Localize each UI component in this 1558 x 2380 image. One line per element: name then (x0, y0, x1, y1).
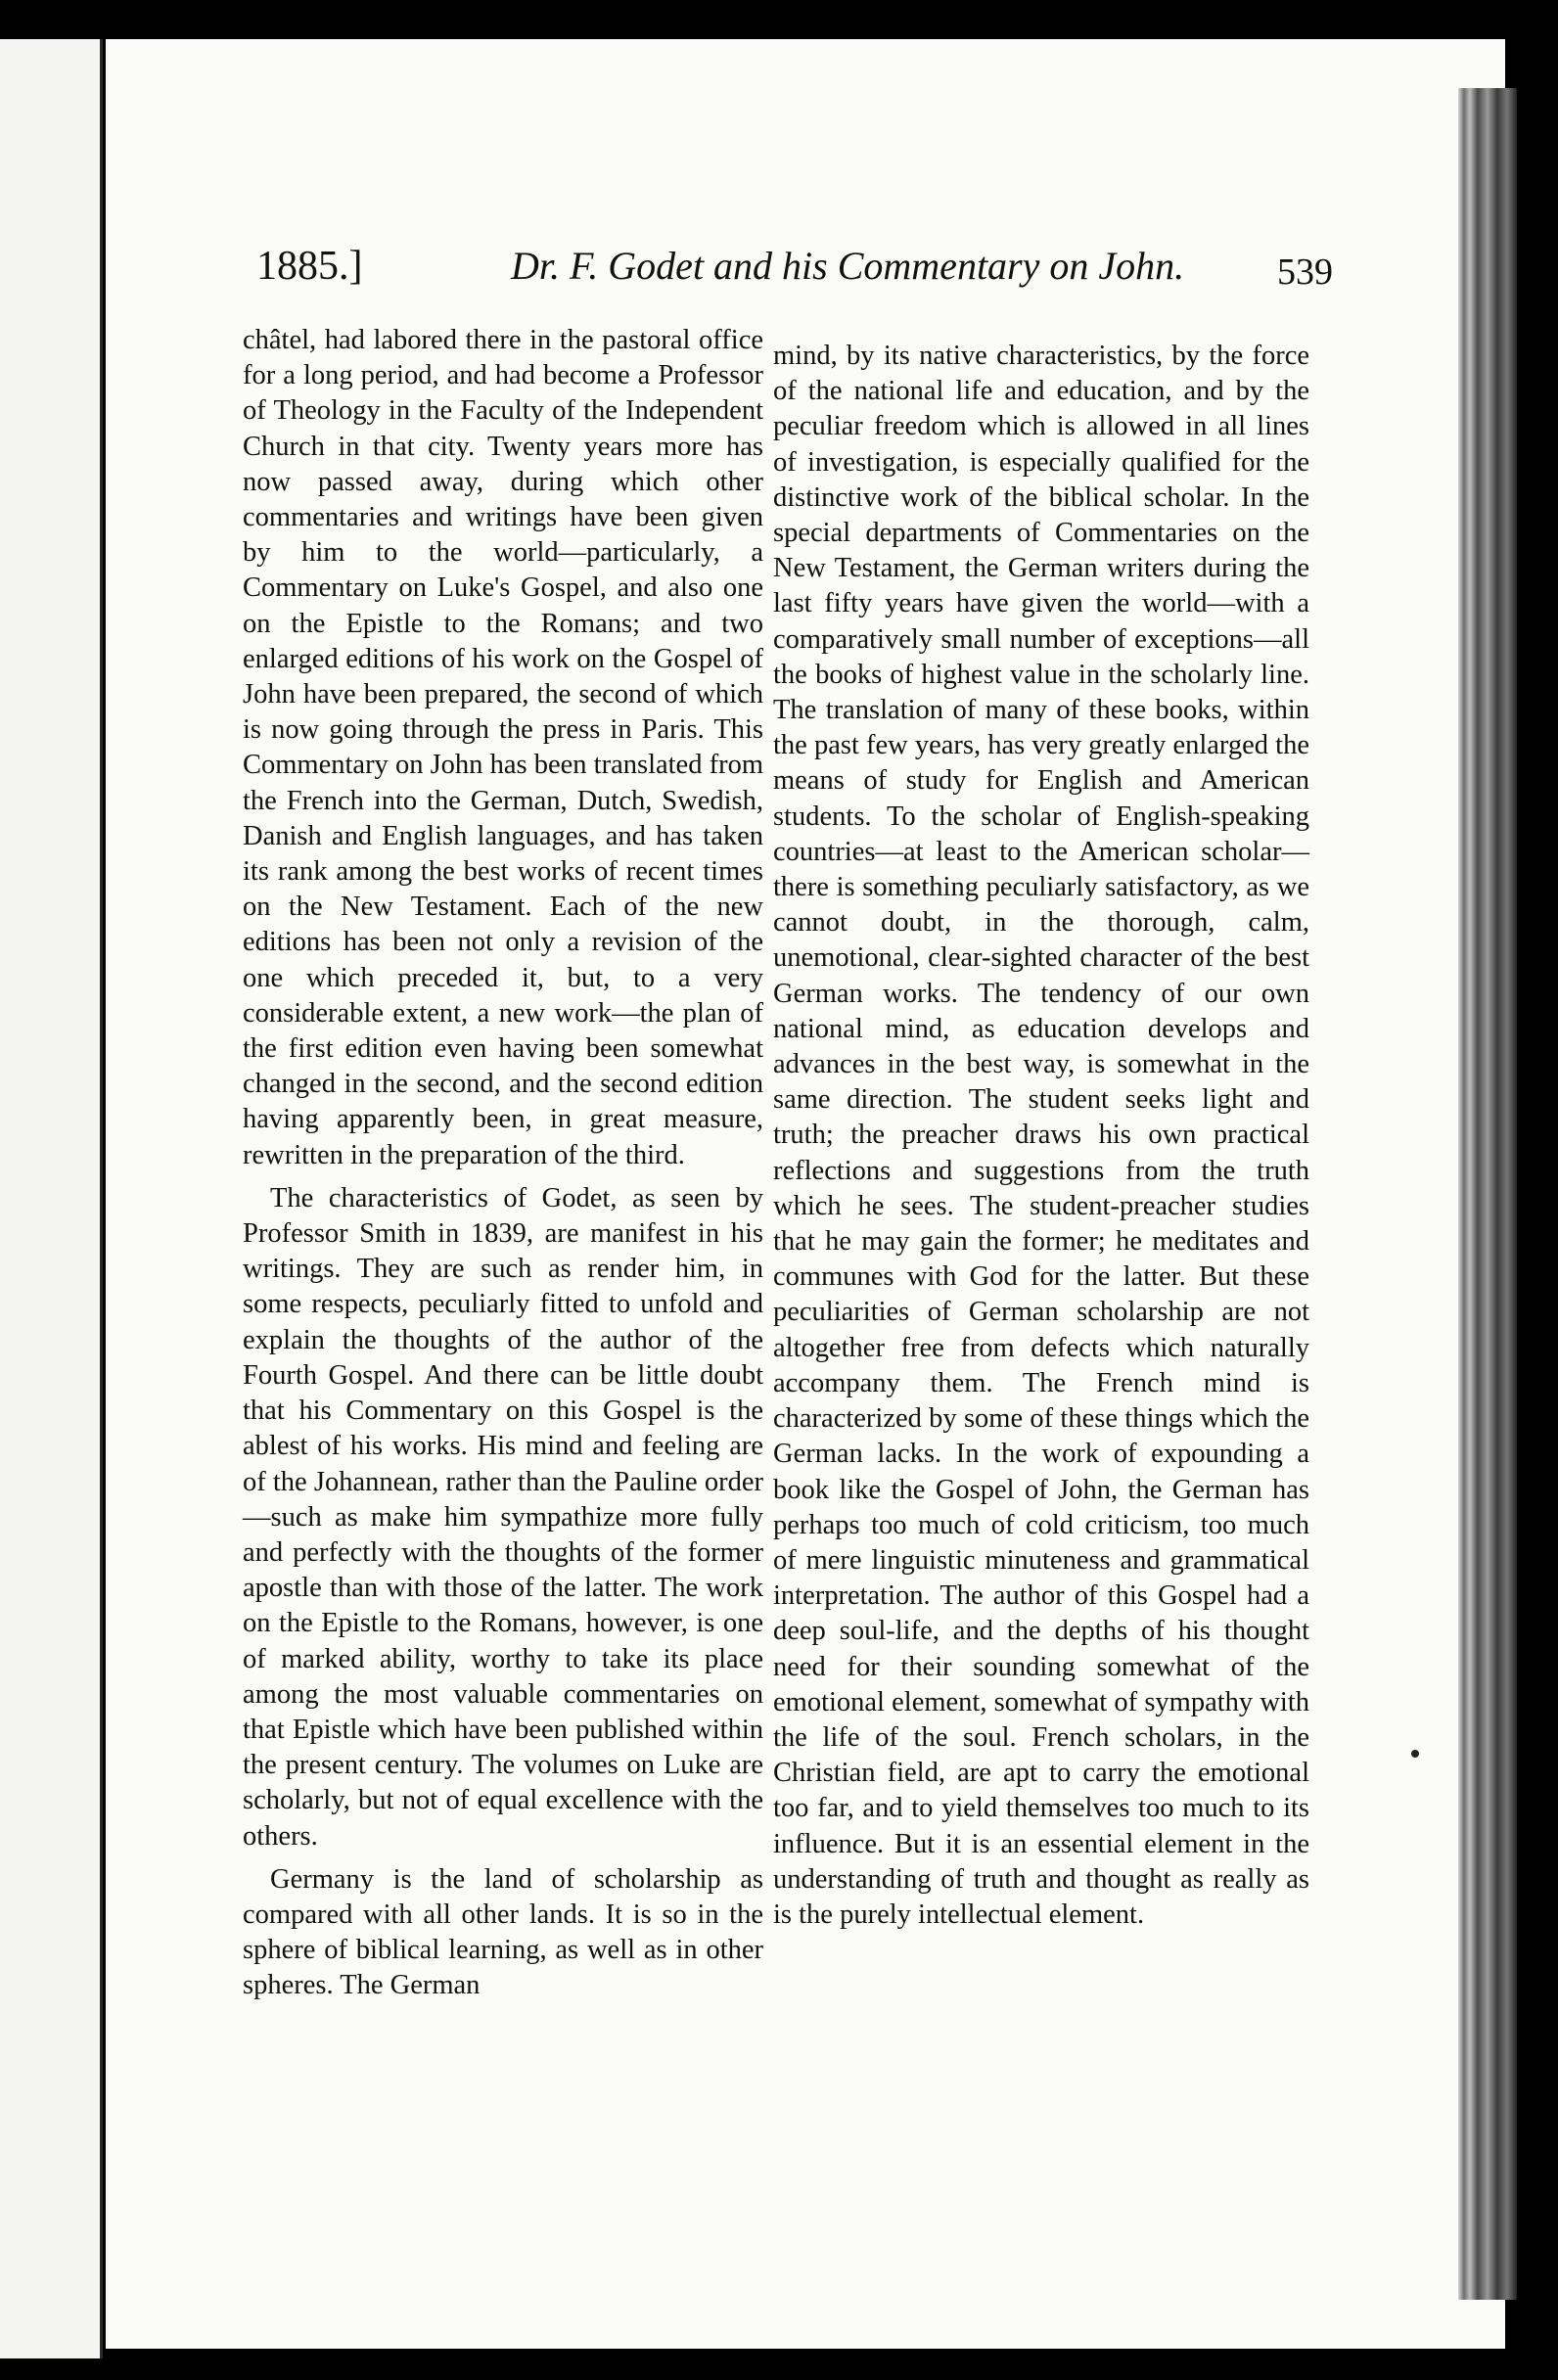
facing-page-edge (0, 39, 103, 2358)
left-column (243, 323, 763, 2004)
margin-speck (1411, 1750, 1419, 1758)
paragraph: The characteristics of Godet, as seen by Professor Smith in 1839, are manifest in his writings. They are such as render him, in some respects, peculiarly fitted to unfold and explain the thoughts of the author of the Fourth Gospel. And there can be little doubt that his Commentary on this Gospel is the ablest of his works. His mind and feeling are of the Johannean, rather than the Pauline order—such as make him sympathize more fully and perfectly with the thoughts of the former apostle than with those of the latter. The work on the Epistle to the Romans, however, is one of marked ability, worthy to take its place among the most valuable commentaries on that Epistle which have been published within the present century. The volumes on Luke are scholarly, but not of equal excellence with the others. (243, 1182, 763, 1852)
page-stack-edge (1458, 88, 1517, 2300)
running-header (256, 243, 1333, 301)
paragraph: châtel, had labored there in the pastoral office for a long period, and had become a Professor of Theology in the Faculty of the Independent Church in that city. Twenty years more has now passed away, during which other commentaries and writings have been given by him to the world—particularly, a Commentary on Luke's Gospel, and also one on the Epistle to the Romans; and two enlarged editions of his work on the Gospel of John have been prepared, the second of which is now going through the press in Paris. This Commentary on John has been translated from the French into the German, Dutch, Swedish, Danish and English languages, and has taken its rank among the best works of recent times on the New Testament. Each of the new editions has been not only a revision of the one which preceded it, but, to a very considerable extent, a new work—the plan of the first edition even having been somewhat changed in the second, and the second edition having apparently been, in great measure, rewritten in the preparation of the third. (243, 325, 763, 1170)
header-year: 1885.] (256, 244, 363, 289)
paragraph: mind, by its native characteristics, by the force of the national life and education, and by the peculiar freedom which is allowed in all lines of investigation, is especially qualified for the distinctive work of the biblical scholar. In the special departments of Commentaries on the New Testament, the German writers during the last fifty years have given the world—with a comparatively small number of exceptions—all the books of highest value in the scholarly line. The translation of many of these books, within the past few years, has very greatly enlarged the means of study for English and American students. To the scholar of English-speaking countries—at least to the American scholar—there is something peculiarly satisfactory, as we cannot doubt, in the thorough, calm, unemotional, clear-sighted character of the best German works. The tendency of our own national mind, as education develops and advances in the best way, is somewhat in the same direction. The student seeks light and truth; the preacher draws his own practical reflections and suggestions from the truth which he sees. The student-preacher studies that he may gain the former; he meditates and communes with God for the latter. But these peculiarities of German scholarship are not altogether free from defects which naturally accompany them. The French mind is characterized by some of these things which the German lacks. In the work of expounding a book like the Gospel of John, the German has perhaps too much of cold criticism, too much of mere linguistic minuteness and grammatical interpretation. The author of this Gospel had a deep soul-life, and the depths of his thought need for their sounding somewhat of the emotional element, somewhat of sympathy with the life of the soul. French scholars, in the Christian field, are apt to carry the emotional too far, and to yield themselves too much to its influence. But it is an essential element in the understanding of truth and thought as really as is the purely intellectual element. (773, 341, 1309, 1930)
right-column (773, 339, 1309, 1933)
paragraph: Germany is the land of scholarship as compared with all other lands. It is so in the sphere of biblical learning, as well as in other spheres. The German (243, 1863, 763, 2001)
header-title: Dr. F. Godet and his Commentary on John. (511, 244, 1185, 288)
page-number: 539 (1277, 252, 1333, 293)
